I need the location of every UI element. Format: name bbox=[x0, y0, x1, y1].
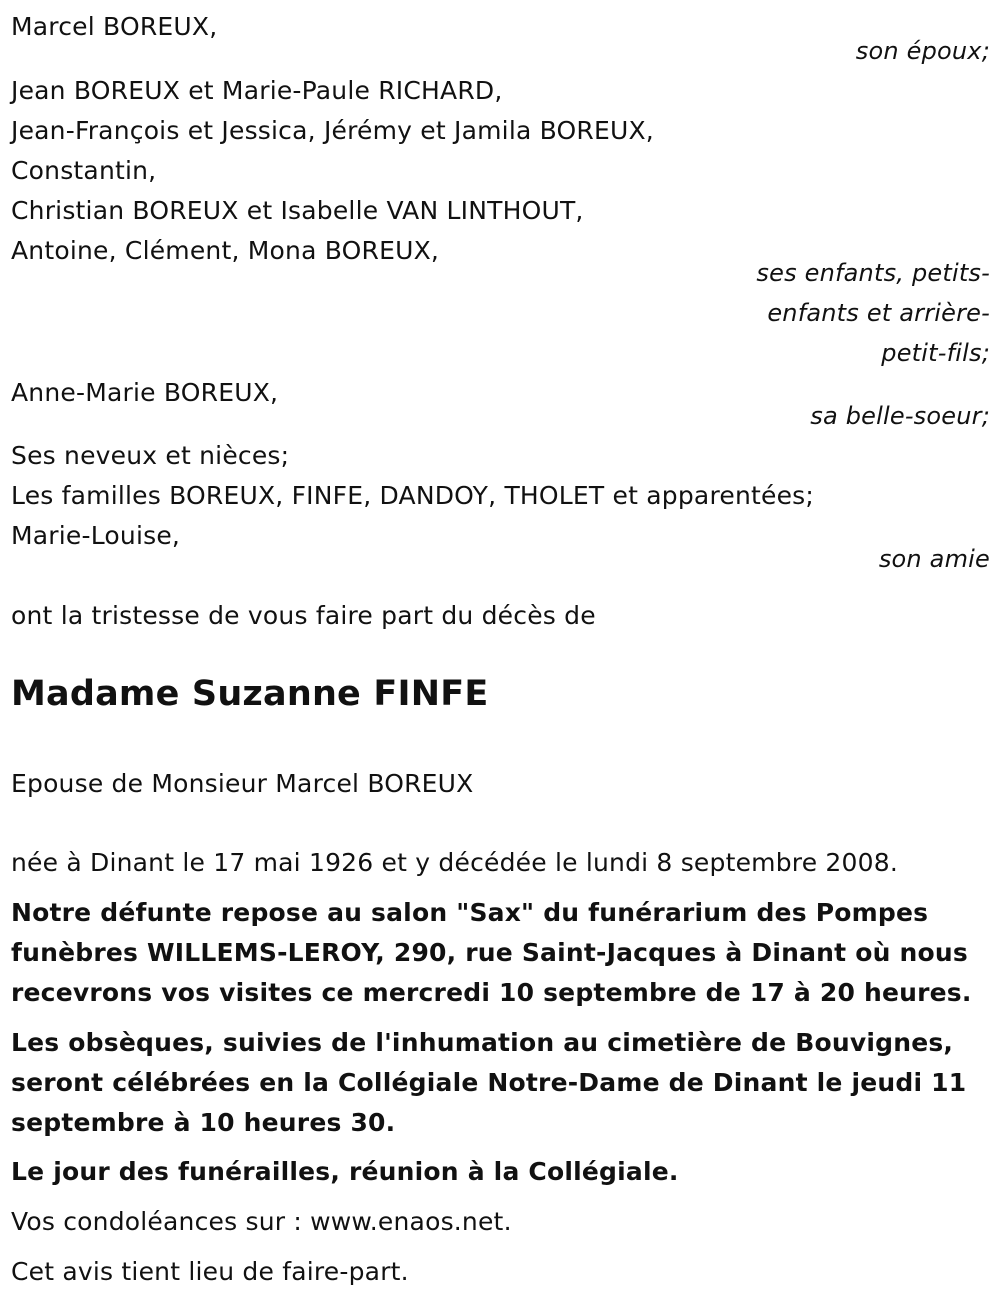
families-line: Les familles BOREUX, FINFE, DANDOY, THOLET et apparentées; bbox=[11, 481, 815, 510]
child-line-3: Constantin, bbox=[11, 156, 157, 185]
announcement-line: ont la tristesse de vous faire part du décès de bbox=[11, 601, 596, 630]
visitation-line-1: Notre défunte repose au salon "Sax" du funérarium des Pompes bbox=[11, 898, 929, 927]
funeral-line-2: seront célébrées en la Collégiale Notre-Dame de Dinant le jeudi 11 bbox=[11, 1068, 967, 1097]
child-line-2: Jean-François et Jessica, Jérémy et Jamila BOREUX, bbox=[11, 116, 654, 145]
husband-name: Marcel BOREUX, bbox=[11, 12, 218, 41]
sister-in-law-name: Anne-Marie BOREUX, bbox=[11, 378, 279, 407]
funeral-line-1: Les obsèques, suivies de l'inhumation au cimetière de Bouvignes, bbox=[11, 1028, 954, 1057]
child-line-1: Jean BOREUX et Marie-Paule RICHARD, bbox=[11, 76, 503, 105]
nephews-line: Ses neveux et nièces; bbox=[11, 441, 290, 470]
deceased-name: Madame Suzanne FINFE bbox=[11, 674, 489, 714]
husband-role: son époux; bbox=[855, 37, 990, 65]
visitation-line-2: funèbres WILLEMS-LEROY, 290, rue Saint-Jacques à Dinant où nous bbox=[11, 938, 968, 967]
child-line-5: Antoine, Clément, Mona BOREUX, bbox=[11, 236, 440, 265]
spouse-line: Epouse de Monsieur Marcel BOREUX bbox=[11, 769, 474, 798]
visitation-line-3: recevrons vos visites ce mercredi 10 septembre de 17 à 20 heures. bbox=[11, 978, 972, 1007]
friend-name: Marie-Louise, bbox=[11, 521, 181, 550]
funeral-line-3: septembre à 10 heures 30. bbox=[11, 1108, 396, 1137]
notice-line: Cet avis tient lieu de faire-part. bbox=[11, 1257, 409, 1286]
birth-death-line: née à Dinant le 17 mai 1926 et y décédée le lundi 8 septembre 2008. bbox=[11, 848, 898, 877]
children-role-line-3: petit-fils; bbox=[881, 339, 990, 367]
friend-role: son amie bbox=[878, 545, 990, 573]
children-role-line-1: ses enfants, petits- bbox=[756, 259, 990, 287]
meeting-line: Le jour des funérailles, réunion à la Collégiale. bbox=[11, 1157, 679, 1186]
sister-in-law-role: sa belle-soeur; bbox=[810, 402, 990, 430]
child-line-4: Christian BOREUX et Isabelle VAN LINTHOUT, bbox=[11, 196, 584, 225]
children-role-line-2: enfants et arrière- bbox=[767, 299, 990, 327]
condolences-line: Vos condoléances sur : www.enaos.net. bbox=[11, 1207, 512, 1236]
